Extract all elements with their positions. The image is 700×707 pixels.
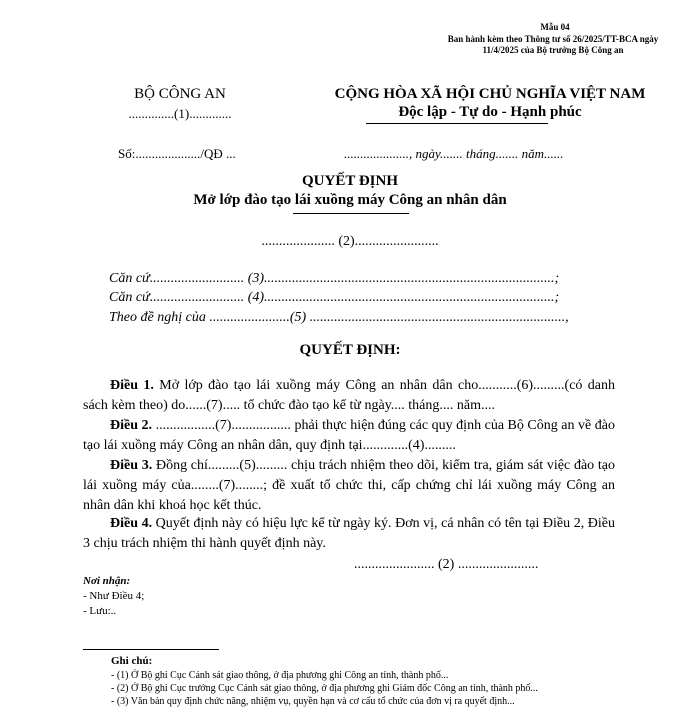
article-text: Quyết định này có hiệu lực kể từ ngày ký. Đơn vị, cá nhân có tên tại Điều 2, Điều 3 chịu trách nhiệm thi hành quyết định này. [83,516,616,551]
article-text: Đồng chí.........(5)......... chịu trách nhiệm theo dõi, kiểm tra, giám sát việc đào tạo lái xuồng máy của........(7)........; đề xuất tổ chức thi, cấp chứng chỉ lái xuồng máy Công an nhân dân khi khoá học kết thúc. [83,458,616,513]
article-text: .................(7)................. phải thực hiện đúng các quy định của Bộ Công an về đào tạo lái xuồng máy Công an nhân dân, quy định tại.............(4)......... [83,418,616,453]
recipients-label: Nơi nhận: [83,575,131,587]
note-item: - (1) Ở Bộ ghi Cục Cảnh sát giao thông, ở địa phương ghi Công an tỉnh, thành phố... [111,670,449,681]
legal-basis-1: Căn cứ........................... (3)...................................................................................; [109,271,560,286]
footnote-separator [83,649,219,650]
note-item: - (3) Văn bản quy định chức năng, nhiệm vụ, quyền hạn và cơ cấu tổ chức của đơn vị ra quyết định... [111,696,515,707]
article-3 [83,456,615,516]
decision-heading: QUYẾT ĐỊNH: [299,342,401,358]
article-text: Mở lớp đào tạo lái xuồng máy Công an nhân dân cho...........(6).........(có danh sách kèm theo) do......(7)..... tổ chức đào tạo kể từ ngày.... tháng.... năm.... [83,378,616,413]
article-label: Điều 3. [110,458,153,473]
article-4 [83,514,615,554]
article-label: Điều 2. [110,418,153,433]
unit-placeholder: ..............(1)............. [128,106,232,121]
document-title: QUYẾT ĐỊNH [302,173,398,189]
issued-with-note: Ban hành kèm theo Thông tư số 26/2025/TT-BCA ngày 11/4/2025 của Bộ trưởng Bộ Công an [447,34,659,55]
article-label: Điều 4. [110,516,153,531]
national-motto: Độc lập - Tự do - Hạnh phúc [398,104,582,120]
note-item: - (2) Ở Bộ ghi Cục trưởng Cục Cảnh sát giao thông, ở địa phương ghi Giám đốc Công an tỉnh, thành phố... [111,683,538,694]
form-number: Mẫu 04 [540,22,570,32]
signer-placeholder: ....................... (2) ....................... [354,557,539,572]
article-label: Điều 1. [110,378,154,393]
article-2 [83,416,615,456]
article-1 [83,376,615,416]
recipient-item: - Lưu:.. [83,605,117,617]
document-subtitle: Mở lớp đào tạo lái xuồng máy Công an nhân dân [193,192,507,208]
ministry-name: BỘ CÔNG AN [134,86,226,102]
recipient-item: - Như Điều 4; [83,590,145,602]
notes-label: Ghi chú: [111,655,153,667]
legal-basis-2: Căn cứ........................... (4)...................................................................................; [109,290,560,305]
title-underline [293,213,409,214]
republic-name: CỘNG HÒA XÃ HỘI CHỦ NGHĨA VIỆT NAM [334,86,646,102]
motto-underline [366,123,548,124]
legal-basis-3: Theo đề nghị của .......................(5) ........................................................................., [109,310,569,325]
date-line: ...................., ngày....... tháng....... năm...... [344,146,564,161]
document-number: Số:..................../QĐ ... [118,146,236,161]
issuing-authority: ..................... (2)........................ [261,234,439,249]
